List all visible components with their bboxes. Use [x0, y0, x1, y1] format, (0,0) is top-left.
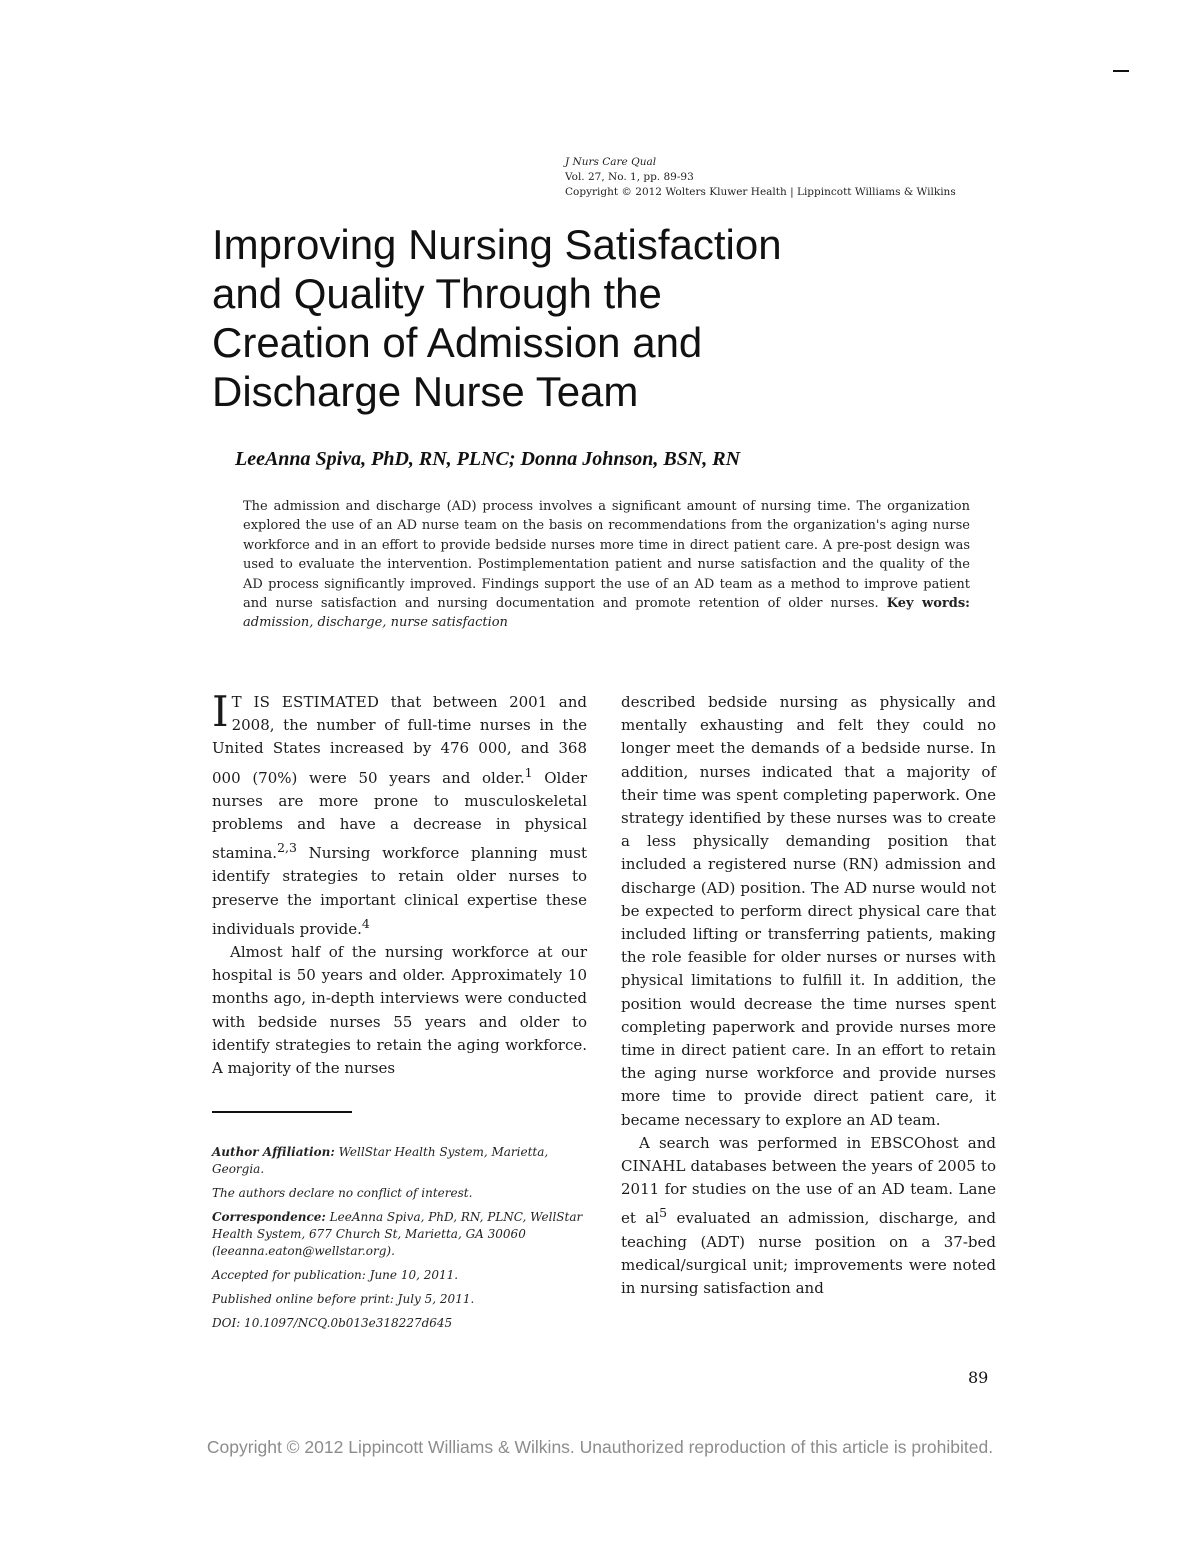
footnote-divider: [212, 1111, 352, 1113]
footnotes: [212, 1144, 597, 1339]
keywords-label: Key words:: [886, 596, 970, 612]
body-column-right: [621, 691, 996, 1300]
footnote-published: Published online before print: July 5, 2011.: [212, 1292, 475, 1306]
reference-marker: 5: [659, 1205, 668, 1221]
footnote-conflict: The authors declare no conflict of interest.: [212, 1186, 473, 1200]
footnote-text: LeeAnna Spiva, PhD, RN, PLNC, WellStar Health System, 677 Church St, Marietta, GA 30060 (leeanna.eaton@wellstar.org).: [212, 1210, 583, 1258]
paragraph-text: Older nurses are more prone to musculoskeletal problems and have a decrease in physical stamina.: [212, 768, 587, 863]
author-list: LeeAnna Spiva, PhD, RN, PLNC; Donna Johnson, BSN, RN: [235, 448, 741, 470]
paragraph-text: Nursing workforce planning must identify strategies to retain older nurses to preserve the important clinical expertise these individuals provide.: [212, 844, 587, 938]
reference-marker: 4: [361, 915, 370, 931]
body-paragraph: described bedside nursing as physically and mentally exhausting and felt they could no longer meet the demands of a bedside nurse. In addition, nurses indicated that a majority of their time was spent completing paperwork. One strategy identified by these nurses was to create a less physically demanding position that included a registered nurse (RN) admission and discharge (AD) position. The AD nurse would not be expected to perform direct physical care that included lifting or transferring patients, making the role feasible for older nurses or nurses with physical limitations to fulfill it. In addition, the position would decrease the time nurses spent completing paperwork and provide nurses more time in direct patient care. In an effort to retain the aging nurse workforce and provide nurses more time to provide direct patient care, it became necessary to explore an AD team.: [621, 693, 996, 1129]
journal-citation: [565, 155, 956, 200]
lead-in-caps: T IS ESTIMATED: [231, 693, 380, 711]
title-line: Creation of Admission and: [212, 319, 703, 366]
keywords: admission, discharge, nurse satisfaction: [243, 615, 508, 631]
body-column-left: [212, 687, 587, 1080]
body-paragraph: Almost half of the nursing workforce at our hospital is 50 years and older. Approximately 10 months ago, in-depth interviews were conducted with bedside nurses 55 years and older to identify strategies to retain the aging workforce. A majority of the nurses: [212, 943, 587, 1078]
body-paragraph: [621, 1132, 996, 1300]
title-line: Discharge Nurse Team: [212, 368, 639, 415]
journal-copyright: Copyright © 2012 Wolters Kluwer Health | Lippincott Williams & Wilkins: [565, 186, 956, 198]
footnote-text: WellStar Health System, Marietta, Georgia.: [212, 1145, 549, 1176]
page-corner-mark: [1113, 70, 1129, 72]
abstract: [243, 497, 970, 633]
paragraph-text: A search was performed in EBSCOhost and CINAHL databases between the years of 2005 to 2011 for studies on the use of an AD team. Lane et al: [621, 1133, 996, 1228]
footnote-doi: DOI: 10.1097/NCQ.0b013e318227d645: [212, 1316, 453, 1330]
drop-cap: I: [212, 687, 229, 736]
article-title: [212, 220, 972, 416]
body-paragraph: [212, 687, 587, 941]
reference-marker: 2,3: [277, 840, 297, 856]
paragraph-text: that between 2001 and 2008, the number of full-time nurses in the United States increased by 476 000, and 368 000 (70%) were 50 years and older.: [212, 693, 587, 787]
journal-name: J Nurs Care Qual: [565, 156, 657, 168]
journal-volume: Vol. 27, No. 1, pp. 89-93: [565, 171, 694, 183]
title-line: and Quality Through the: [212, 270, 662, 317]
footnote-label: Author Affiliation:: [212, 1145, 335, 1159]
page-number: 89: [968, 1368, 989, 1387]
footnote-accepted: Accepted for publication: June 10, 2011.: [212, 1268, 459, 1282]
footnote-affiliation: [212, 1144, 597, 1178]
paragraph-text: evaluated an admission, discharge, and teaching (ADT) nurse position on a 37-bed medical/surgical unit; improvements were noted in nursing satisfaction and: [621, 1209, 996, 1298]
footnote-correspondence: [212, 1209, 597, 1260]
copyright-banner: Copyright © 2012 Lippincott Williams & Wilkins. Unauthorized reproduction of this article is prohibited.: [206, 1437, 994, 1457]
footnote-label: Correspondence:: [212, 1210, 326, 1224]
title-line: Improving Nursing Satisfaction: [212, 221, 782, 268]
reference-marker: 1: [524, 764, 533, 780]
abstract-text: The admission and discharge (AD) process involves a significant amount of nursing time. The organization explored the use of an AD nurse team on the basis on recommendations from the organization's aging nurse workforce and in an effort to provide bedside nurses more time in direct patient care. A pre-post design was used to evaluate the intervention. Postimplementation patient and nurse satisfaction and the quality of the AD process significantly improved. Findings support the use of an AD team as a method to improve patient and nurse satisfaction and nursing documentation and promote retention of older nurses.: [243, 499, 970, 612]
